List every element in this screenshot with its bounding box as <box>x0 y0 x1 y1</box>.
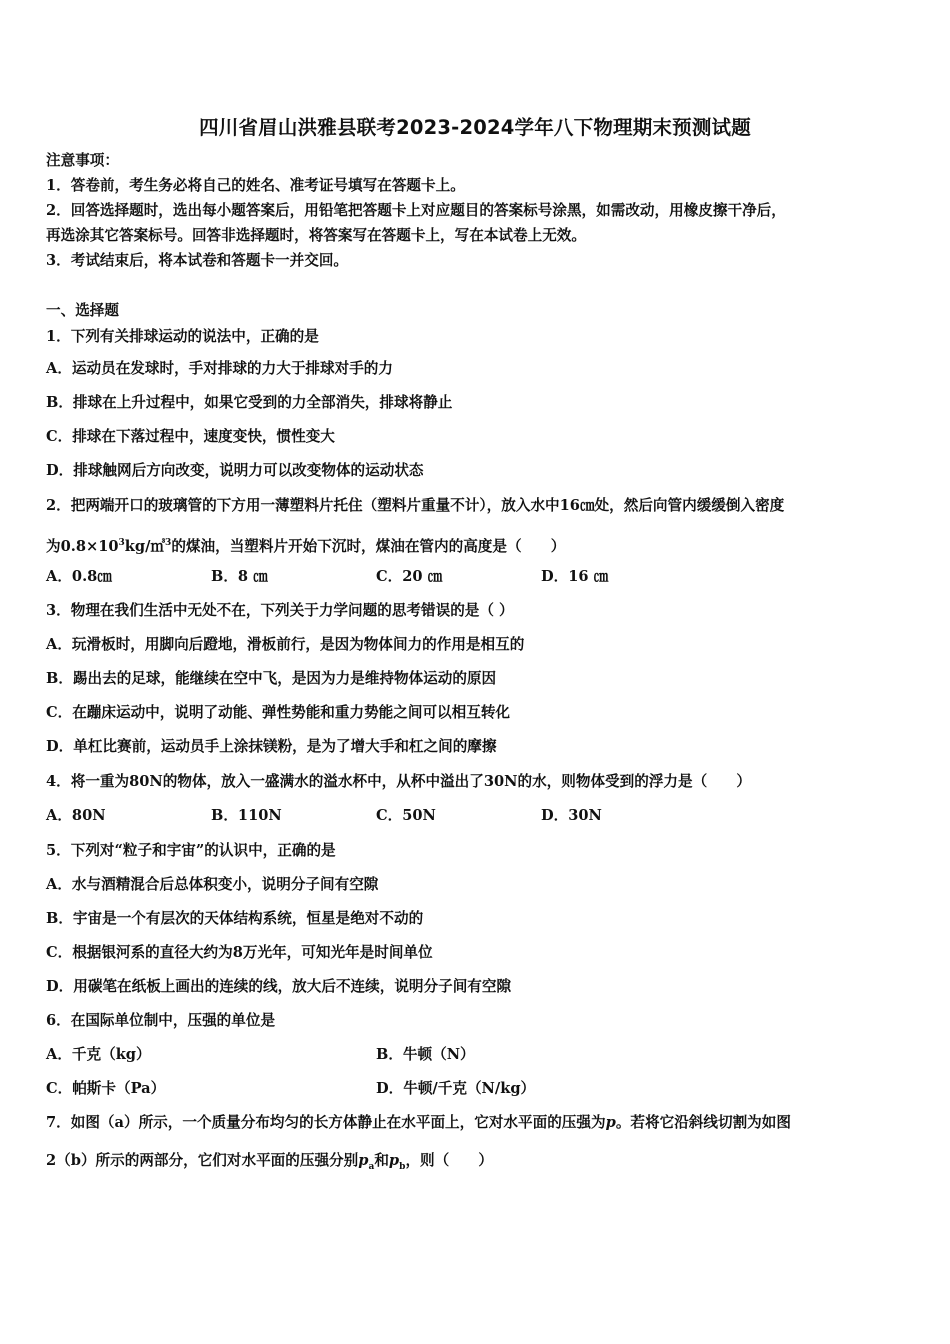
question-7-stem-line2 <box>46 1152 493 1176</box>
density-unit: kg/㎥ <box>124 538 166 555</box>
conjunction: 和 <box>374 1152 389 1169</box>
notice-item: 3．考试结束后，将本试卷和答题卡一并交回。 <box>46 252 349 269</box>
question-1-option: B．排球在上升过程中，如果它受到的力全部消失，排球将静止 <box>46 394 453 411</box>
page-title: 四川省眉山洪雅县联考2023-2024学年八下物理期末预测试题 <box>199 116 751 139</box>
question-3-option: D．单杠比赛前，运动员手上涂抹镁粉，是为了增大手和杠之间的摩擦 <box>46 738 497 755</box>
question-2-option-a: A．0.8㎝ <box>46 568 112 585</box>
pressure-b-symbol: p <box>388 1152 400 1169</box>
notice-item: 1．答卷前，考生务必将自己的姓名、准考证号填写在答题卡上。 <box>46 177 465 194</box>
question-5-stem: 5．下列对“粒子和宇宙”的认识中，正确的是 <box>46 842 336 859</box>
question-2-stem: 2．把两端开口的玻璃管的下方用一薄塑料片托住（塑料片重量不计），放入水中16㎝处，然后向管内缓缓倒入密度 <box>46 497 785 514</box>
question-2-option-c: C．20 ㎝ <box>376 568 443 585</box>
subscript-b: b <box>399 1161 406 1172</box>
question-6-stem: 6．在国际单位制中，压强的单位是 <box>46 1012 276 1029</box>
pressure-symbol: p <box>605 1114 616 1131</box>
question-7-text: 。若将它沿斜线切割为如图 <box>615 1114 791 1131</box>
question-7-text: ，则（ ） <box>405 1152 494 1169</box>
question-1-option: A．运动员在发球时，手对排球的力大于排球对手的力 <box>46 360 393 377</box>
question-4-option-b: B．110N <box>211 807 282 824</box>
question-4-option-a: A．80N <box>46 807 106 824</box>
question-7-text: 7．如图（a）所示，一个质量分布均匀的长方体静止在水平面上，它对水平面的压强为 <box>46 1114 606 1131</box>
question-6-option-d: D．牛顿/千克（N/kg） <box>376 1080 536 1097</box>
question-2-option-b: B．8 ㎝ <box>211 568 268 585</box>
question-2-option-d: D．16 ㎝ <box>541 568 609 585</box>
question-6-option-b: B．牛顿（N） <box>376 1046 475 1063</box>
subscript-a: a <box>368 1161 375 1172</box>
question-5-option: C．根据银河系的直径大约为8万光年，可知光年是时间单位 <box>46 944 433 961</box>
question-1-stem: 1．下列有关排球运动的说法中，正确的是 <box>46 328 319 345</box>
question-3-option: B．踢出去的足球，能继续在空中飞，是因为力是维持物体运动的原因 <box>46 670 497 687</box>
question-6-option-c: C．帕斯卡（Pa） <box>46 1080 166 1097</box>
notice-item: 2．回答选择题时，选出每小题答案后，用铅笔把答题卡上对应题目的答案标号涂黑，如需改动，用橡皮擦干净后， <box>46 202 786 219</box>
question-6-option-a: A．千克（kg） <box>46 1046 151 1063</box>
question-4-option-c: C．50N <box>376 807 436 824</box>
density-value: 为0.8×10 <box>46 538 119 555</box>
question-7-text: 2（b）所示的两部分，它们对水平面的压强分别 <box>46 1152 359 1169</box>
question-2-stem-rest: 的煤油，当塑料片开始下沉时，煤油在管内的高度是（ ） <box>171 538 566 555</box>
question-5-option: B．宇宙是一个有层次的天体结构系统，恒星是绝对不动的 <box>46 910 424 927</box>
notice-heading: 注意事项： <box>46 152 119 169</box>
notice-item: 再选涂其它答案标号。回答非选择题时，将答案写在答题卡上，写在本试卷上无效。 <box>46 227 586 244</box>
question-3-stem: 3．物理在我们生活中无处不在，下列关于力学问题的思考错误的是（ ） <box>46 602 514 619</box>
question-5-option: D．用碳笔在纸板上画出的连续的线，放大后不连续，说明分子间有空隙 <box>46 978 512 995</box>
exponent: 3 <box>118 538 125 548</box>
question-2-stem-line2 <box>46 534 565 556</box>
section-title: 一、选择题 <box>46 302 119 319</box>
question-5-option: A．水与酒精混合后总体积变小，说明分子间有空隙 <box>46 876 379 893</box>
question-1-option: C．排球在下落过程中，速度变快，惯性变大 <box>46 428 335 445</box>
question-1-option: D．排球触网后方向改变，说明力可以改变物体的运动状态 <box>46 462 424 479</box>
pressure-a-symbol: p <box>358 1152 369 1169</box>
question-3-option: A．玩滑板时，用脚向后蹬地，滑板前行，是因为物体间力的作用是相互的 <box>46 636 525 653</box>
question-3-option: C．在蹦床运动中，说明了动能、弹性势能和重力势能之间可以相互转化 <box>46 704 511 721</box>
question-7-stem <box>46 1114 791 1132</box>
exponent: 3 <box>165 538 172 548</box>
question-4-stem: 4．将一重为80N的物体，放入一盛满水的溢水杯中，从杯中溢出了30N的水，则物体受到的浮力是（ ） <box>46 773 751 790</box>
question-4-option-d: D．30N <box>541 807 602 824</box>
